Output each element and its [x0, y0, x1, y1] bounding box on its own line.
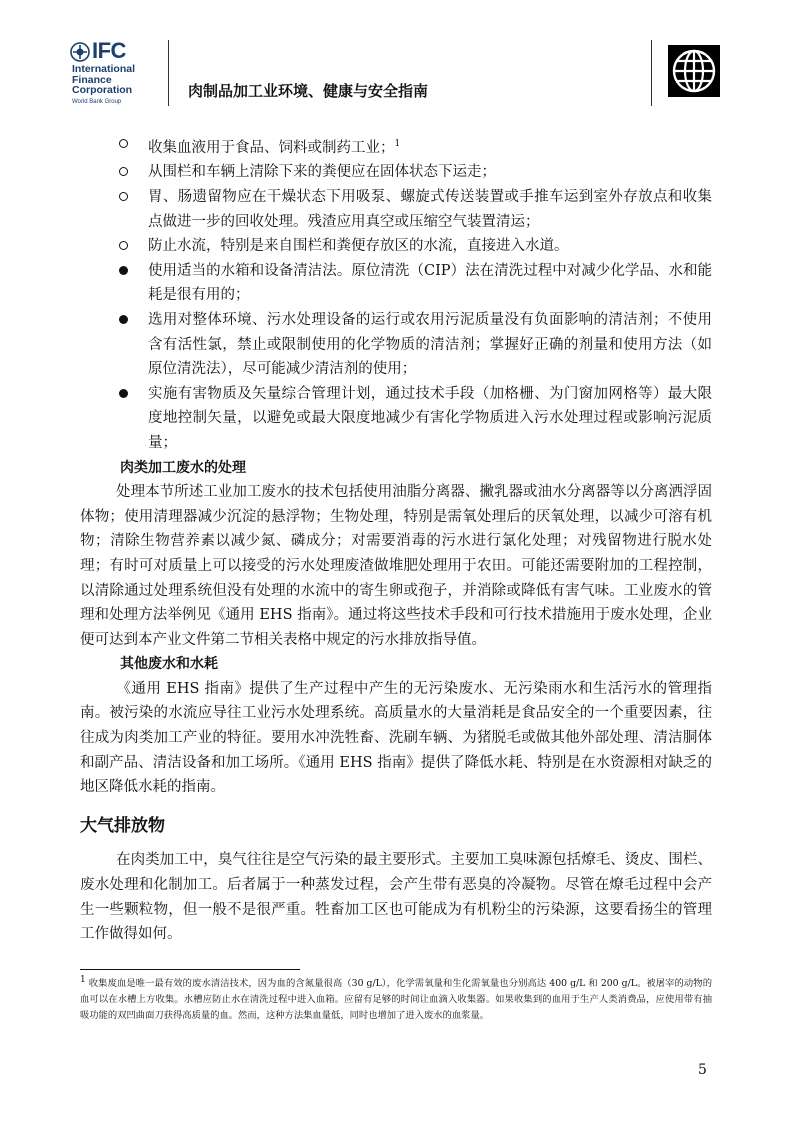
footnote-divider — [80, 969, 300, 970]
footnote-ref[interactable]: 1 — [394, 139, 401, 149]
list-item: 收集血液用于食品、饲料或制药工业；$^1$ — [116, 132, 712, 160]
paragraph-wastewater: 处理本节所述工业加工废水的技术包括使用油脂分离器、撇乳器或油水分离器等以分离洒浮固体物；使用清理器减少沉淀的悬浮物；生物处理，特别是需氧处理后的厌氧处理，以减少可溶有机物；清除生物营养素以减少氮、磷成分；对需要消毒的污水进行氯化处理；对残留物进行脱水处理；有时可对质量上可以接受的污水处理废渣做堆肥处理用于农田。可能还需要附加的工程控制，以清除通过处理系统但没有处理的水流中的寄生卵或孢子，并消除或降低有害气味。工业废水的管理和处理方法举例见《通用 EHS 指南》。通过将这些技术手段和可行技术措施用于废水处理，企业便可达到本产业文件第二节相关表格中规定的污水排放指导值。 — [80, 484, 712, 648]
logo-group: World Bank Group — [72, 99, 122, 105]
world-bank-globe-icon — [668, 45, 720, 97]
paragraph-other-water: 《通用 EHS 指南》提供了生产过程中产生的无污染废水、无污染雨水和生活污水的管理指南。被污染的水流应导往工业污水处理系统。高质量水的大量消耗是食品安全的一个重要因素，往往成为肉类加工产业的特征。要用水冲洗牲畜、洗刷车辆、为猪脱毛或做其他外部处理、清洁胴体和副产品、清洁设备和加工场所。《通用 EHS 指南》提供了降低水耗、特别是在水资源相对缺乏的地区降低水耗的指南。 — [80, 680, 712, 796]
dot-bullet-icon — [116, 382, 130, 407]
list-item: 防止水流，特别是来自围栏和粪便存放区的水流，直接进入水道。 — [116, 234, 712, 259]
logo-ifc-text: IFC — [92, 38, 126, 63]
section-heading-air: 大气排放物 — [80, 815, 165, 836]
ifc-logo — [70, 40, 160, 110]
list-item: 选用对整体环境、污水处理设备的运行或农用污泥质量没有负面影响的清洁剂；不使用含有活性氯，禁止或限制使用的化学物质的清洁剂；掌握好正确的剂量和使用方法（如原位清洗法），尽可能减少清洁剂的使用； — [116, 308, 712, 382]
ifc-mark-icon — [70, 42, 90, 62]
section-heading-other-water: 其他废水和水耗 — [120, 656, 218, 673]
page-number: 5 — [698, 1062, 707, 1078]
list-item: 使用适当的水箱和设备清洁法。原位清洗（CIP）法在清洗过程中对减少化学品、水和能耗是很有用的； — [116, 259, 712, 308]
dot-bullet-icon — [116, 259, 130, 284]
circle-bullet-icon — [116, 185, 130, 210]
section-heading-wastewater: 肉类加工废水的处理 — [120, 459, 246, 476]
main-content — [80, 132, 712, 947]
header-divider-right — [651, 40, 652, 106]
list-item: 实施有害物质及矢量综合管理计划，通过技术手段（加格栅、为门窗加网格等）最大限度地控制矢量，以避免或最大限度地减少有害化学物质进入污水处理过程或影响污泥质量； — [116, 382, 712, 456]
document-title: 肉制品加工业环境、健康与安全指南 — [188, 82, 429, 100]
circle-bullet-icon — [116, 234, 130, 259]
list-item: 胃、肠遗留物应在干燥状态下用吸泵、螺旋式传送装置或手推车运到室外存放点和收集点做进一步的回收处理。残渣应用真空或压缩空气装置清运； — [116, 185, 712, 234]
footnote-number: 1 — [80, 975, 86, 985]
footnote-text: 收集废血是唯一最有效的废水清洁技术，因为血的含氮量很高（30 g/L），化学需氧量和生化需氧量也分别高达 400 g/L 和 200 g/L。被屠宰的动物的血可以在水槽上方收集。水槽应防止水在清洗过程中进入血箱。应留有足够的时间让血滴入收集器。如果收集到的血用于生产人类消费品，应使用带有抽吸功能的双凹曲面刀获得高质量的血。然而，这种方法集血量低，同时也增加了进入废水的血浆量。 — [80, 978, 712, 1022]
footnote — [80, 972, 712, 1024]
list-item: 从围栏和车辆上清除下来的粪便应在固体状态下运走； — [116, 160, 712, 185]
header-divider-left — [168, 40, 169, 106]
circle-bullet-icon — [116, 132, 130, 157]
circle-bullet-icon — [116, 160, 130, 185]
logo-subtitle: International Finance Corporation — [72, 63, 136, 96]
dot-bullet-icon — [116, 308, 130, 333]
paragraph-air: 在肉类加工中，臭气往往是空气污染的最主要形式。主要加工臭味源包括燎毛、烫皮、围栏、废水处理和化制加工。后者属于一种蒸发过程，会产生带有恶臭的冷凝物。尽管在燎毛过程中会产生一些颗粒物，但一般不是很严重。牲畜加工区也可能成为有机粉尘的污染源，这要看扬尘的管理工作做得如何。 — [80, 852, 712, 943]
